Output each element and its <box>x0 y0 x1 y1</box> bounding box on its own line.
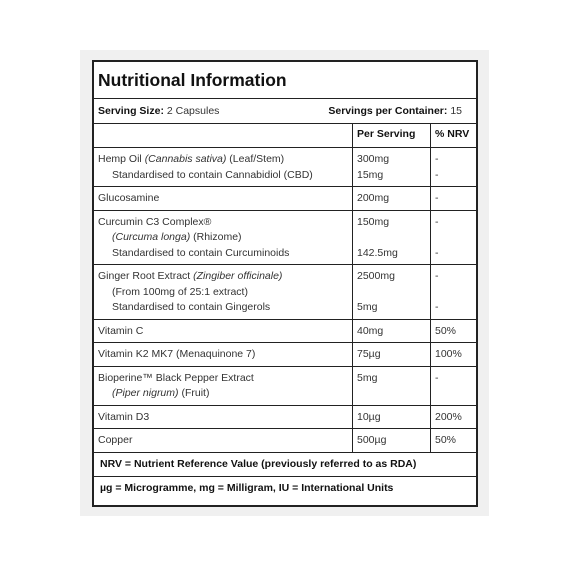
ingredient-cell <box>94 265 353 320</box>
table-row <box>94 265 476 320</box>
nrv-cell <box>431 405 477 429</box>
amount-value <box>357 285 430 301</box>
ingredient-line <box>98 285 352 301</box>
ingredient-cell <box>94 187 353 211</box>
nrv-value: - <box>435 215 439 228</box>
per-serving-cell <box>353 429 431 453</box>
nrv-cell <box>431 210 477 265</box>
header-nrv: % NRV <box>431 124 477 148</box>
ingredient-line <box>98 269 352 285</box>
table-row <box>94 319 476 343</box>
ingredient-cell <box>94 319 353 343</box>
ingredient-name: (From 100mg of 25:1 extract) <box>112 285 248 298</box>
per-serving-cell <box>353 405 431 429</box>
ingredient-cell <box>94 343 353 367</box>
serving-size-label: Serving Size: <box>98 105 164 117</box>
nrv-cell <box>431 265 477 320</box>
nrv-cell <box>431 343 477 367</box>
scientific-name: (Zingiber officinale) <box>193 270 283 282</box>
nrv-value: - <box>435 270 439 282</box>
per-serving-cell <box>353 343 431 367</box>
ingredient-cell <box>94 210 353 265</box>
nrv-value: - <box>435 246 439 259</box>
ingredient-line <box>98 215 352 231</box>
ingredient-cell <box>94 405 353 429</box>
table-row <box>94 429 476 453</box>
ingredient-name: Vitamin C <box>98 324 144 337</box>
amount-value: 142.5mg <box>357 246 398 259</box>
nrv-value <box>435 386 476 402</box>
nrv-value <box>435 230 476 246</box>
amount-value: 5mg <box>357 371 378 384</box>
serving-size <box>98 105 219 117</box>
amount-value: 500µg <box>357 434 387 446</box>
ingredient-line <box>98 386 352 402</box>
amount-value <box>357 386 430 402</box>
ingredient-line <box>98 191 352 207</box>
ingredient-name: Glucosamine <box>98 192 160 204</box>
amount-value: 10µg <box>357 410 381 423</box>
ingredient-name: Vitamin D3 <box>98 410 150 423</box>
amount-value <box>357 230 430 246</box>
nrv-value: - <box>435 192 439 204</box>
scientific-name: (Curcuma longa) <box>112 231 191 243</box>
nrv-value: 100% <box>435 348 462 360</box>
ingredient-name: Standardised to contain Curcuminoids <box>112 246 290 259</box>
ingredient-cell <box>94 366 353 405</box>
nrv-value: 50% <box>435 324 457 337</box>
ingredient-line <box>98 433 352 449</box>
scientific-name: (Cannabis sativa) <box>144 153 227 165</box>
nrv-value: - <box>435 301 439 313</box>
table-row <box>94 366 476 405</box>
amount-value: 200mg <box>357 192 390 204</box>
ingredient-line <box>98 371 352 387</box>
nutrient-table <box>94 124 476 453</box>
amount-value: 2500mg <box>357 270 395 282</box>
servings-per-container-label: Servings per Container: <box>328 105 448 117</box>
ingredient-name: Hemp Oil <box>98 153 145 165</box>
ingredient-line <box>98 168 352 184</box>
nrv-value: - <box>435 371 439 384</box>
nrv-cell <box>431 319 477 343</box>
nrv-value: 200% <box>435 410 462 423</box>
label-title: Nutritional Information <box>94 62 476 99</box>
ingredient-cell <box>94 148 353 187</box>
footnote-units: µg = Microgramme, mg = Milligram, IU = International Units <box>100 481 394 494</box>
nrv-value: - <box>435 168 439 181</box>
nrv-cell <box>431 366 477 405</box>
scientific-name: (Piper nigrum) <box>112 387 179 399</box>
per-serving-cell <box>353 148 431 187</box>
per-serving-cell <box>353 187 431 211</box>
table-row <box>94 343 476 367</box>
table-row <box>94 148 476 187</box>
amount-value: 5mg <box>357 301 378 313</box>
header-ingredient <box>94 124 353 148</box>
servings-per-container-value: 15 <box>450 105 462 117</box>
per-serving-cell <box>353 210 431 265</box>
amount-value: 40mg <box>357 324 384 337</box>
amount-value: 300mg <box>357 153 390 165</box>
ingredient-cell <box>94 429 353 453</box>
ingredient-line <box>98 152 352 168</box>
nrv-cell <box>431 148 477 187</box>
ingredient-name: Vitamin K2 MK7 (Menaquinone 7) <box>98 348 256 360</box>
ingredient-name: Ginger Root Extract <box>98 270 194 282</box>
serving-info <box>94 99 476 124</box>
ingredient-line <box>98 300 352 316</box>
ingredient-line <box>98 324 352 340</box>
amount-value: 15mg <box>357 168 384 181</box>
table-header-row <box>94 124 476 148</box>
table-row <box>94 405 476 429</box>
nutrition-label <box>92 60 478 507</box>
ingredient-part: (Fruit) <box>178 387 210 399</box>
ingredient-part: (Rhizome) <box>190 231 242 243</box>
ingredient-name: Standardised to contain Gingerols <box>112 301 271 313</box>
per-serving-cell <box>353 265 431 320</box>
ingredient-name: Curcumin C3 Complex® <box>98 215 212 228</box>
footnote-nrv: NRV = Nutrient Reference Value (previously referred to as RDA) <box>94 453 476 477</box>
serving-size-value: 2 Capsules <box>166 105 220 117</box>
ingredient-name: Copper <box>98 434 133 446</box>
nrv-cell <box>431 187 477 211</box>
nrv-value: 50% <box>435 434 457 446</box>
ingredient-line <box>98 347 352 363</box>
per-serving-cell <box>353 319 431 343</box>
nrv-value <box>435 285 476 301</box>
servings-per-container <box>328 105 462 117</box>
nrv-cell <box>431 429 477 453</box>
ingredient-line <box>98 410 352 426</box>
table-row <box>94 187 476 211</box>
ingredient-name: Standardised to contain Cannabidiol (CBD) <box>112 168 313 181</box>
nrv-value: - <box>435 153 439 165</box>
per-serving-cell <box>353 366 431 405</box>
header-per-serving: Per Serving <box>353 124 431 148</box>
ingredient-part: (Leaf/Stem) <box>226 153 285 165</box>
ingredient-line <box>98 230 352 246</box>
table-row <box>94 210 476 265</box>
amount-value: 150mg <box>357 215 390 228</box>
ingredient-line <box>98 246 352 262</box>
ingredient-name: Bioperine™ Black Pepper Extract <box>98 371 254 384</box>
amount-value: 75µg <box>357 348 381 360</box>
